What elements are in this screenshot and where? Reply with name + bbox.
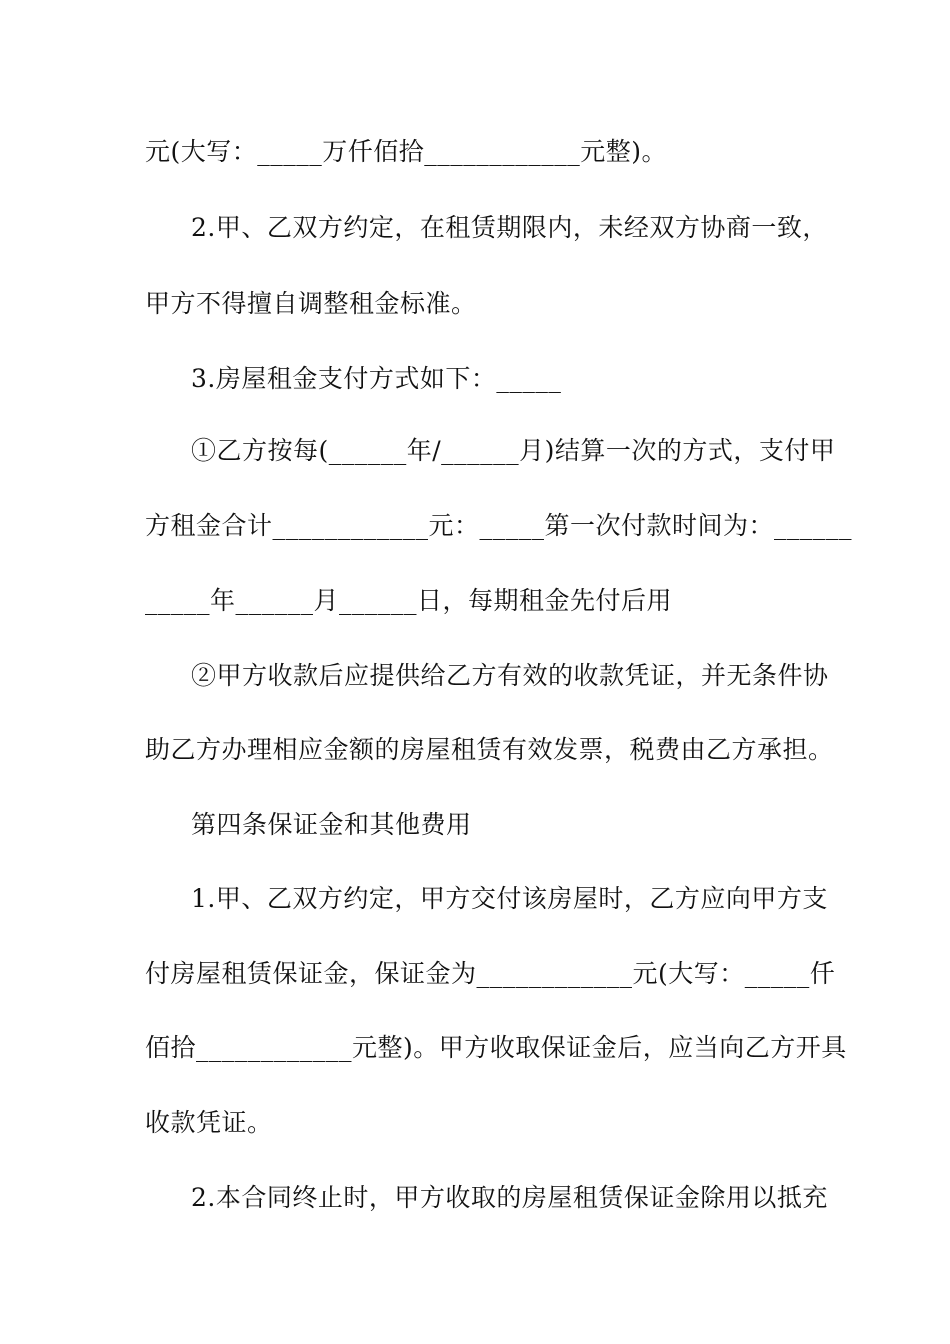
paragraph-first-line: ①乙方按每(______年/______月)结算一次的方式，支付甲 bbox=[191, 436, 836, 465]
text-line: 付房屋租赁保证金，保证金为____________元(大写：_____仟 bbox=[145, 959, 836, 988]
text-line: 收款凭证。 bbox=[145, 1108, 273, 1137]
text-line: _____年______月______日，每期租金先付后用 bbox=[145, 586, 673, 615]
text-line: 助乙方办理相应金额的房屋租赁有效发票，税费由乙方承担。 bbox=[145, 735, 834, 764]
section-heading: 第四条保证金和其他费用 bbox=[191, 810, 472, 839]
paragraph-first-line: 2.本合同终止时，甲方收取的房屋租赁保证金除用以抵充 bbox=[191, 1183, 828, 1212]
text-line: 佰拾____________元整)。甲方收取保证金后，应当向乙方开具 bbox=[145, 1033, 847, 1062]
paragraph-first-line: 3.房屋租金支付方式如下：_____ bbox=[191, 364, 562, 393]
paragraph-first-line: ②甲方收款后应提供给乙方有效的收款凭证，并无条件协 bbox=[191, 661, 829, 690]
text-line: 方租金合计____________元：_____第一次付款时间为：______ bbox=[145, 511, 853, 540]
paragraph-first-line: 1.甲、乙双方约定，甲方交付该房屋时，乙方应向甲方支 bbox=[191, 884, 828, 913]
paragraph-first-line: 2.甲、乙双方约定，在租赁期限内，未经双方协商一致， bbox=[191, 213, 828, 242]
text-line: 元(大写：_____万仟佰拾____________元整)。 bbox=[145, 137, 668, 166]
text-line: 甲方不得擅自调整租金标准。 bbox=[145, 289, 477, 318]
